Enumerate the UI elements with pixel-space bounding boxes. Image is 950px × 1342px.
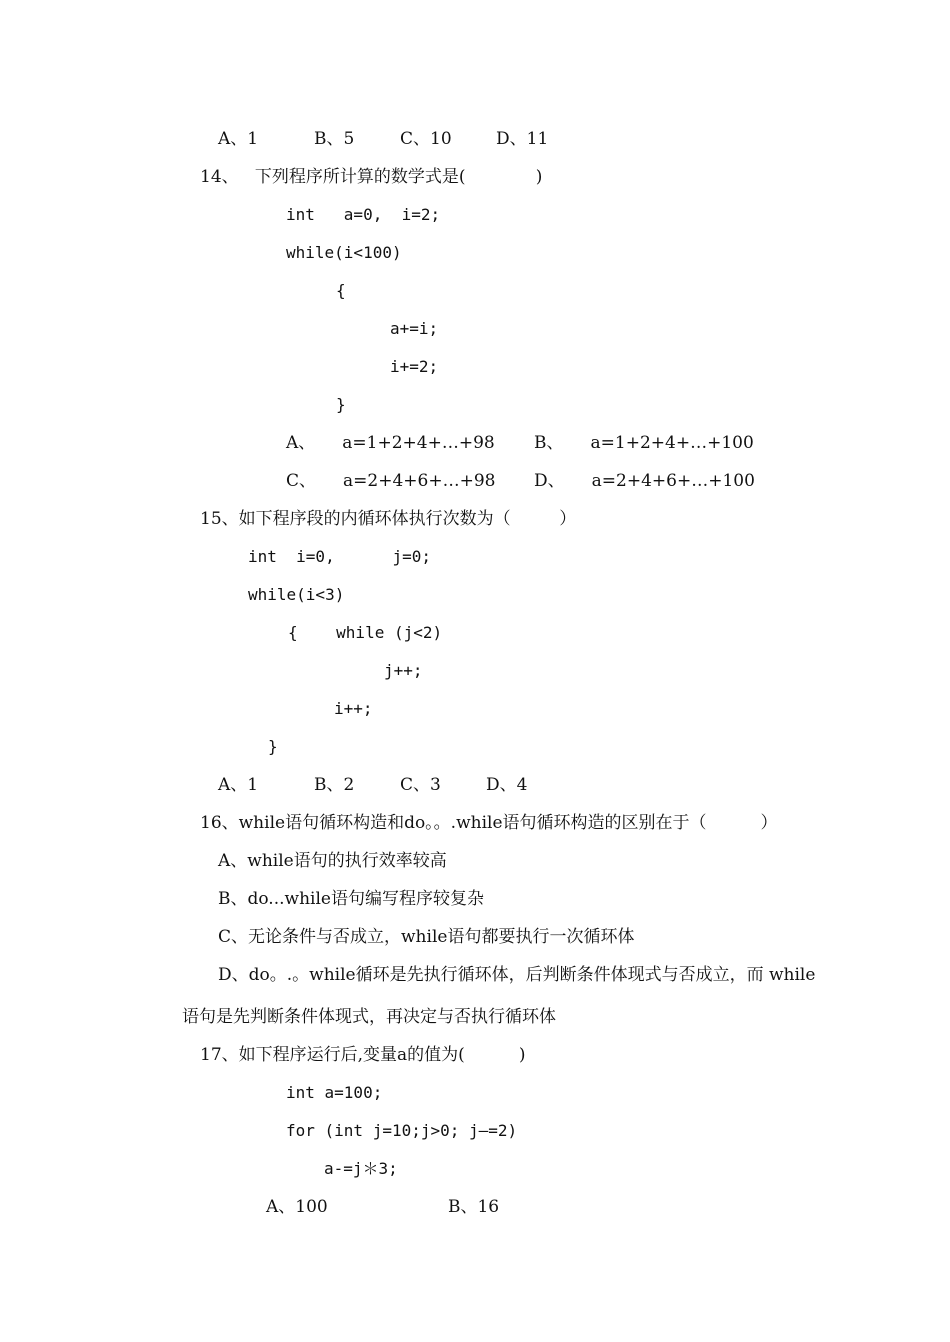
q14-code-line: while(i<100) bbox=[286, 243, 402, 262]
q14-option-c: C、 a=2+4+6+…+98 bbox=[286, 471, 496, 491]
q15-prompt: 15、如下程序段的内循环体执行次数为（ ） bbox=[200, 509, 577, 529]
q17-prompt: 17、如下程序运行后,变量a的值为( ) bbox=[200, 1045, 526, 1065]
q14-option-b: B、 a=1+2+4+…+100 bbox=[534, 433, 754, 453]
q16-option-b: B、do...while语句编写程序较复杂 bbox=[218, 889, 484, 909]
q14-code-line: i+=2; bbox=[390, 357, 439, 376]
q13-option-b: B、5 bbox=[314, 129, 355, 149]
q16-option-d-continuation: 语句是先判断条件体现式，再决定与否执行循环体 bbox=[182, 1007, 556, 1027]
q13-option-c: C、10 bbox=[400, 129, 452, 149]
q14-code-line: int a=0, i=2; bbox=[286, 205, 441, 224]
q15-code-line: while(i<3) bbox=[248, 585, 345, 604]
q17-option-b: B、16 bbox=[448, 1197, 500, 1217]
q16-option-a: A、while语句的执行效率较高 bbox=[218, 851, 447, 871]
q17-code-line: int a=100; bbox=[286, 1083, 383, 1102]
q16-option-c: C、无论条件与否成立，while语句都要执行一次循环体 bbox=[218, 927, 635, 947]
q15-option-c: C、3 bbox=[400, 775, 441, 795]
q15-option-b: B、2 bbox=[314, 775, 355, 795]
q15-code-line: { while (j<2) bbox=[288, 623, 443, 642]
q14-code-line: } bbox=[336, 395, 346, 414]
q15-code-line: i++; bbox=[334, 699, 373, 718]
q14-prompt: 14、 下列程序所计算的数学式是( ) bbox=[200, 167, 543, 187]
q15-code-line: int i=0, j=0; bbox=[248, 547, 432, 566]
q15-code-line: } bbox=[268, 737, 278, 756]
q14-code-line: a+=i; bbox=[390, 319, 439, 338]
q17-code-line: for (int j=10;j>0; j—=2) bbox=[286, 1121, 518, 1140]
q14-option-a: A、 a=1+2+4+…+98 bbox=[286, 433, 495, 453]
q16-prompt: 16、while语句循环构造和do。。.while语句循环构造的区别在于（ ） bbox=[200, 813, 778, 833]
q15-option-a: A、1 bbox=[218, 775, 259, 795]
q17-option-a: A、100 bbox=[266, 1197, 328, 1217]
q16-option-d: D、do。.。while循环是先执行循环体，后判断条件体现式与否成立，而 while bbox=[218, 965, 816, 985]
q13-option-a: A、1 bbox=[218, 129, 259, 149]
q14-code-line: { bbox=[336, 281, 346, 300]
q15-option-d: D、4 bbox=[486, 775, 528, 795]
q15-code-line: j++; bbox=[384, 661, 423, 680]
q13-option-d: D、11 bbox=[496, 129, 549, 149]
q17-code-line: a-=j＊3; bbox=[324, 1159, 398, 1178]
q14-option-d: D、 a=2+4+6+…+100 bbox=[534, 471, 755, 491]
